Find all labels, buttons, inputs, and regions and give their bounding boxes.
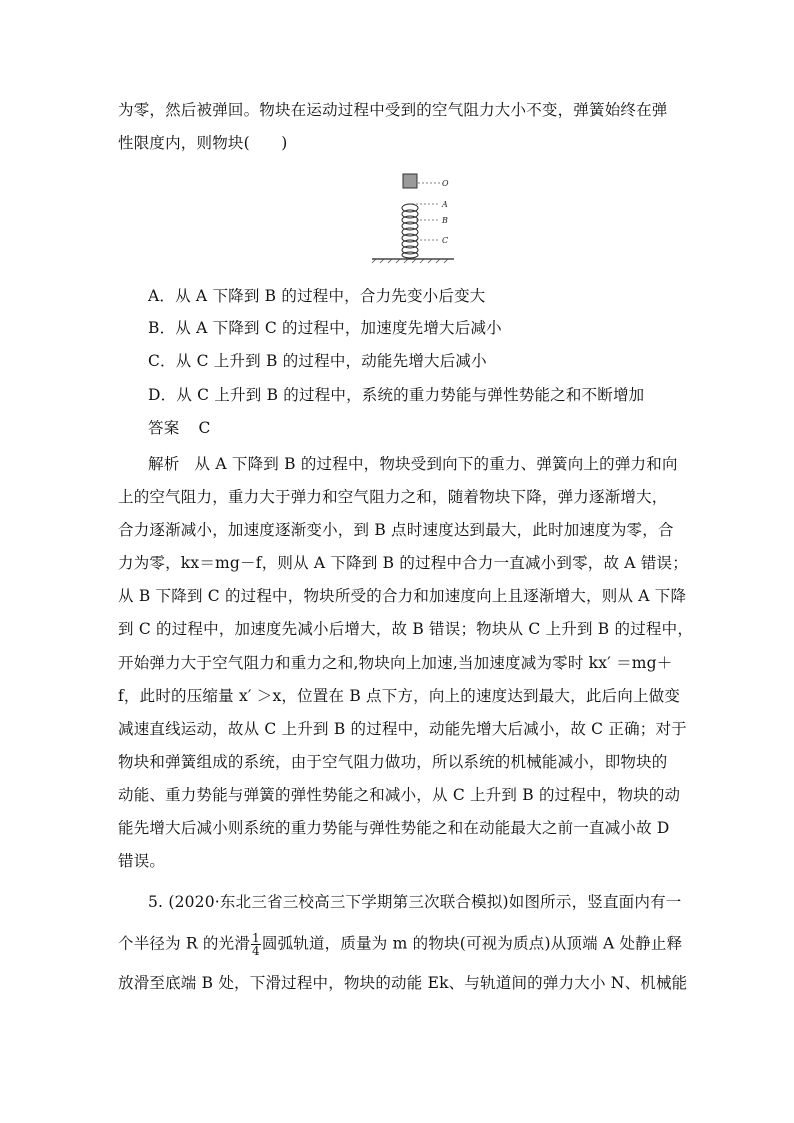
- q5-line-2a: 个半径为 R 的光滑: [118, 934, 251, 953]
- analysis-line-5: 从 B 下降到 C 的过程中，物块所受的合力和加速度向上且逐渐增大，则从 A 下降: [118, 587, 687, 605]
- analysis-line-7: 开始弹力大于空气阻力和重力之和,物块向上加速,当加速度减为零时 kx′ ＝mg＋: [118, 654, 673, 672]
- label-B: B: [442, 216, 448, 225]
- label-A: A: [442, 200, 448, 209]
- analysis-text-1: 从 A 下降到 B 的过程中，物块受到向下的重力、弹簧向上的弹力和向: [194, 455, 678, 473]
- fraction-denominator: 4: [252, 944, 260, 958]
- q5-line-2b: 圆弧轨道，质量为 m 的物块(可视为质点)从顶端 A 处静止释: [261, 934, 683, 953]
- analysis-line-10: 物块和弹簧组成的系统，由于空气阻力做功，所以系统的机械能减小，即物块的: [118, 753, 668, 771]
- answer-line: [148, 418, 708, 438]
- analysis-line-11: 动能、重力势能与弹簧的弹性势能之和减小，从 C 上升到 B 的过程中，物块的动: [118, 786, 681, 804]
- analysis-line-13: 错误。: [118, 852, 166, 870]
- analysis-line-6: 到 C 的过程中，加速度先减小后增大，故 B 错误；物块从 C 上升到 B 的过程中，: [118, 620, 694, 638]
- intro-line-2: 性限度内，则物块( ): [118, 134, 288, 152]
- label-O: O: [442, 179, 449, 188]
- analysis-label: 解析: [148, 455, 180, 473]
- block: [403, 174, 417, 188]
- answer-value: C: [198, 419, 211, 437]
- analysis-line-4: 力为零，kx＝mg－f，则从 A 下降到 B 的过程中合力一直减小到零，故 A 错误；: [118, 554, 688, 572]
- analysis-line-8: f，此时的压缩量 x′ ＞x，位置在 B 点下方，向上的速度达到最大，此后向上做变: [118, 687, 681, 705]
- spring-figure: [368, 170, 458, 264]
- q5-line-1: 5. (2020·东北三省三校高三下学期第三次联合模拟)如图所示，竖直面内有一: [148, 893, 682, 911]
- q5-line-2: [118, 931, 683, 958]
- analysis-line-2: 上的空气阻力，重力大于弹力和空气阻力之和，随着物块下降，弹力逐渐增大，: [118, 488, 668, 506]
- analysis-line-9: 减速直线运动，故从 C 上升到 B 的过程中，动能先增大后减小，故 C 正确；对于: [118, 720, 687, 738]
- answer-label: 答案: [148, 419, 180, 437]
- spring-coils: [402, 204, 418, 258]
- option-c: C．从 C 上升到 B 的过程中，动能先增大后减小: [148, 352, 487, 370]
- label-C: C: [442, 236, 449, 245]
- q5-line-3: 放滑至底端 B 处，下滑过程中，物块的动能 Ek、与轨道间的弹力大小 N、机械能: [118, 974, 688, 992]
- fraction-quarter: [251, 932, 261, 957]
- option-d: D．从 C 上升到 B 的过程中，系统的重力势能与弹性势能之和不断增加: [148, 386, 645, 404]
- analysis-line-12: 能先增大后减小则系统的重力势能与弹性势能之和在动能最大之前一直减小故 D: [118, 819, 670, 837]
- intro-line-1: 为零，然后被弹回。物块在运动过程中受到的空气阻力大小不变，弹簧始终在弹: [118, 101, 668, 119]
- analysis-line-1: [148, 454, 708, 474]
- analysis-line-3: 合力逐渐减小，加速度逐渐变小，到 B 点时速度达到最大，此时加速度为零，合: [118, 521, 674, 539]
- option-a: A．从 A 下降到 B 的过程中，合力先变小后变大: [148, 287, 486, 305]
- option-b: B．从 A 下降到 C 的过程中，加速度先增大后减小: [148, 319, 502, 337]
- fraction-numerator: 1: [252, 931, 260, 945]
